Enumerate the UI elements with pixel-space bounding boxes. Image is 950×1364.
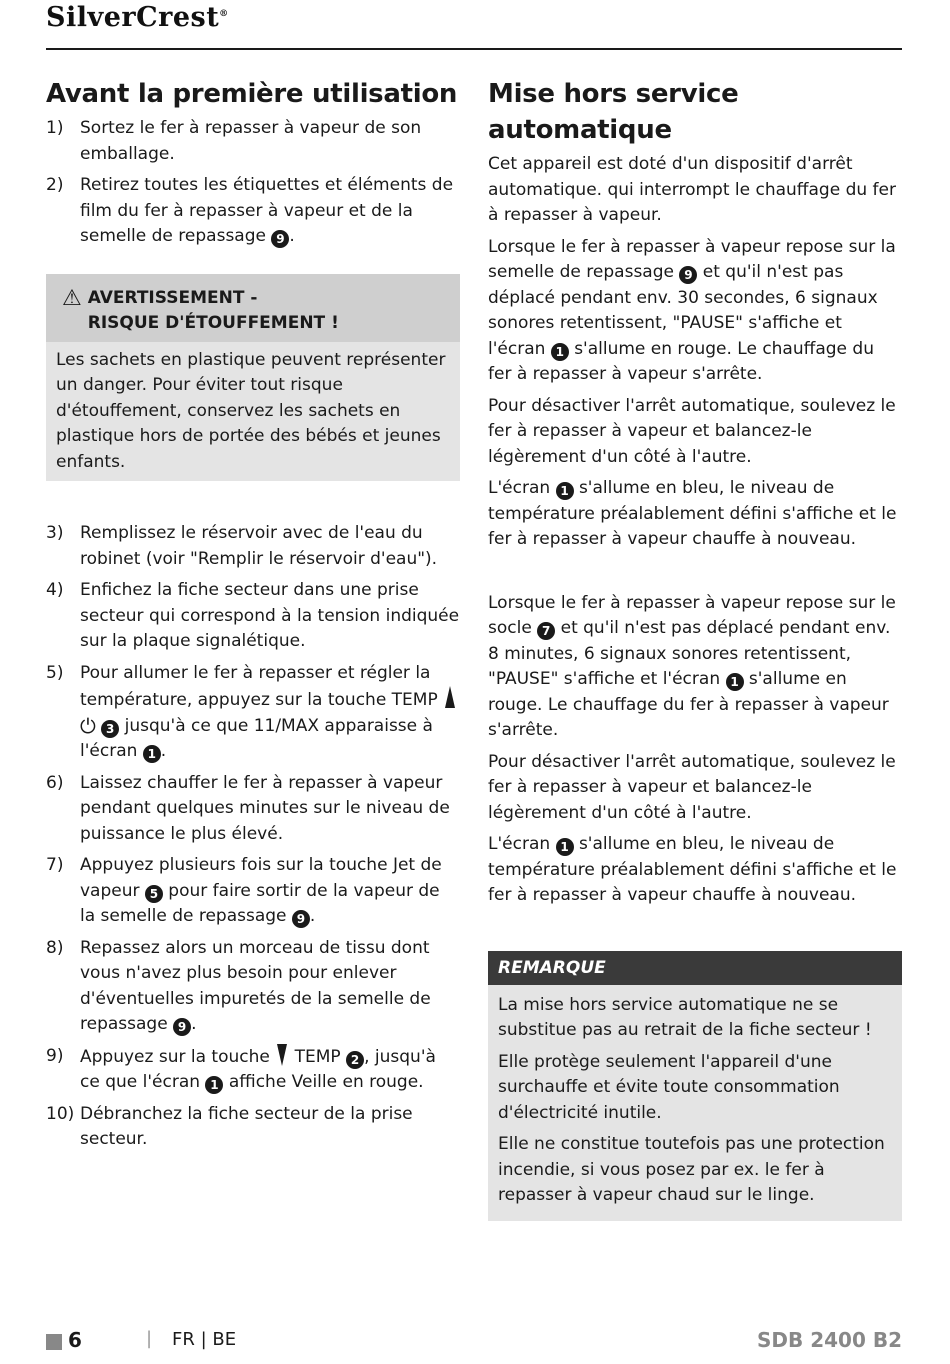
paragraph: Pour désactiver l'arrêt automatique, soulevez le fer à repasser à vapeur et balancez-le légèrement d'un côté à l'autre.	[488, 395, 896, 467]
ref-circle: 1	[143, 745, 161, 763]
warning-title-line1: AVERTISSEMENT -	[87, 287, 258, 308]
step-item: 5) Pour allumer le fer à repasser et régler la température, appuyez sur la touche TEMP ⏻ 3 jusqu'à ce que 11/MAX apparaisse à l'écran 1 .	[46, 661, 460, 765]
step-item: 3) Remplissez le réservoir avec de l'eau du robinet (voir "Remplir le réservoir d'eau").	[46, 523, 438, 569]
page-number: 6	[68, 1328, 82, 1352]
brand-logo: SilverCrest®	[46, 2, 229, 33]
warning-triangle-icon: ⚠	[62, 285, 82, 311]
paragraph: L'écran 1 s'allume en bleu, le niveau de température préalablement défini s'affiche et le fer à repasser à vapeur chauffe à nouveau.	[488, 478, 897, 549]
step-item: 1) Sortez le fer à repasser à vapeur de son emballage.	[46, 118, 422, 164]
section-title-auto-off: Mise hors service automatique	[488, 79, 739, 145]
section-title-first-use: Avant la première utilisation	[46, 79, 458, 109]
paragraph: Lorsque le fer à repasser à vapeur repose sur la semelle de repassage 9 et qu'il n'est pas déplacé pendant env. 30 secondes, 6 signaux sonores retentissent, "PAUSE" s'affiche et l'écran 1 s'allume en rouge. Le chauffage du fer à repasser à vapeur s'arrête.	[488, 236, 896, 384]
note-paragraph: Elle ne constitue toutefois pas une protection incendie, si vous posez par ex. le fer à repasser à vapeur chaud sur le linge.	[498, 1134, 885, 1205]
footer-separator: |	[146, 1328, 153, 1349]
ref-circle: 1	[551, 343, 569, 361]
ref-circle: 9	[173, 1018, 191, 1036]
power-icon: ⏻	[80, 713, 96, 738]
language-code: FR | BE	[172, 1329, 237, 1350]
steps-list-a	[46, 116, 460, 250]
note-box	[488, 951, 902, 1221]
warning-title-line2: RISQUE D'ÉTOUFFEMENT !	[87, 312, 339, 333]
footer-square-mark	[46, 1334, 62, 1350]
paragraph: Cet appareil est doté d'un dispositif d'arrêt automatique. qui interrompt le chauffage du fer à repasser à vapeur.	[488, 154, 896, 225]
ref-circle: 1	[556, 838, 574, 856]
note-body	[488, 985, 902, 1221]
page-footer	[46, 1328, 902, 1356]
steps-list-b	[46, 521, 460, 1153]
ref-circle: 5	[145, 885, 163, 903]
step-item: 6) Laissez chauffer le fer à repasser à vapeur pendant quelques minutes sur le niveau de puissance le plus élevé.	[46, 772, 450, 844]
left-column	[46, 76, 460, 1159]
ref-circle: 7	[537, 622, 555, 640]
warning-header	[46, 274, 460, 342]
paragraph: L'écran 1 s'allume en bleu, le niveau de température préalablement défini s'affiche et le fer à repasser à vapeur chauffe à nouveau.	[488, 834, 897, 905]
ref-circle: 9	[271, 230, 289, 248]
spacer	[488, 559, 902, 591]
ref-circle: 9	[679, 266, 697, 284]
warning-box	[46, 274, 460, 482]
header-rule	[46, 48, 902, 50]
note-paragraph: Elle protège seulement l'appareil d'une surchauffe et évite toute consommation d'électricité inutile.	[498, 1051, 840, 1123]
paragraph: Pour désactiver l'arrêt automatique, soulevez le fer à repasser à vapeur et balancez-le légèrement d'un côté à l'autre.	[488, 751, 896, 823]
ref-circle: 1	[205, 1076, 223, 1094]
note-paragraph: La mise hors service automatique ne se substitue pas au retrait de la fiche secteur !	[498, 994, 872, 1040]
ref-circle: 1	[556, 482, 574, 500]
right-column	[488, 76, 902, 1221]
ref-circle: 2	[346, 1051, 364, 1069]
note-header: REMARQUE	[488, 951, 902, 985]
model-number: SDB 2400 B2	[757, 1328, 902, 1352]
step-item: 9) Appuyez sur la touche TEMP 2 , jusqu'à ce que l'écran 1 affiche Veille en rouge.	[46, 1045, 436, 1092]
step-item: 10) Débranchez la fiche secteur de la prise secteur.	[46, 1103, 413, 1149]
temp-down-icon	[277, 1044, 287, 1066]
ref-circle: 3	[101, 720, 119, 738]
ref-circle: 1	[726, 673, 744, 691]
step-item: 2) Retirez toutes les étiquettes et éléments de film du fer à repasser à vapeur et de la semelle de repassage 9 .	[46, 175, 454, 246]
step-item: 4) Enfichez la fiche secteur dans une prise secteur qui correspond à la tension indiquée sur la plaque signalétique.	[46, 580, 460, 651]
step-item: 7) Appuyez plusieurs fois sur la touche Jet de vapeur 5 pour faire sortir de la vapeur de la semelle de repassage 9 .	[46, 855, 442, 926]
temp-up-icon	[445, 686, 455, 708]
step-item: 8) Repassez alors un morceau de tissu dont vous n'avez plus besoin pour enlever d'éventuelles impuretés de la semelle de repassage 9 .	[46, 937, 431, 1034]
warning-body: Les sachets en plastique peuvent représenter un danger. Pour éviter tout risque d'étouffement, conservez les sachets en plastique hors de portée des bébés et jeunes enfants.	[56, 349, 446, 472]
paragraph: Lorsque le fer à repasser à vapeur repose sur le socle 7 et qu'il n'est pas déplacé pendant env. 8 minutes, 6 signaux sonores retentissent, "PAUSE" s'affiche et l'écran 1 s'allume en rouge. Le chauffage du fer à repasser à vapeur s'arrête.	[488, 592, 896, 740]
ref-circle: 9	[292, 910, 310, 928]
